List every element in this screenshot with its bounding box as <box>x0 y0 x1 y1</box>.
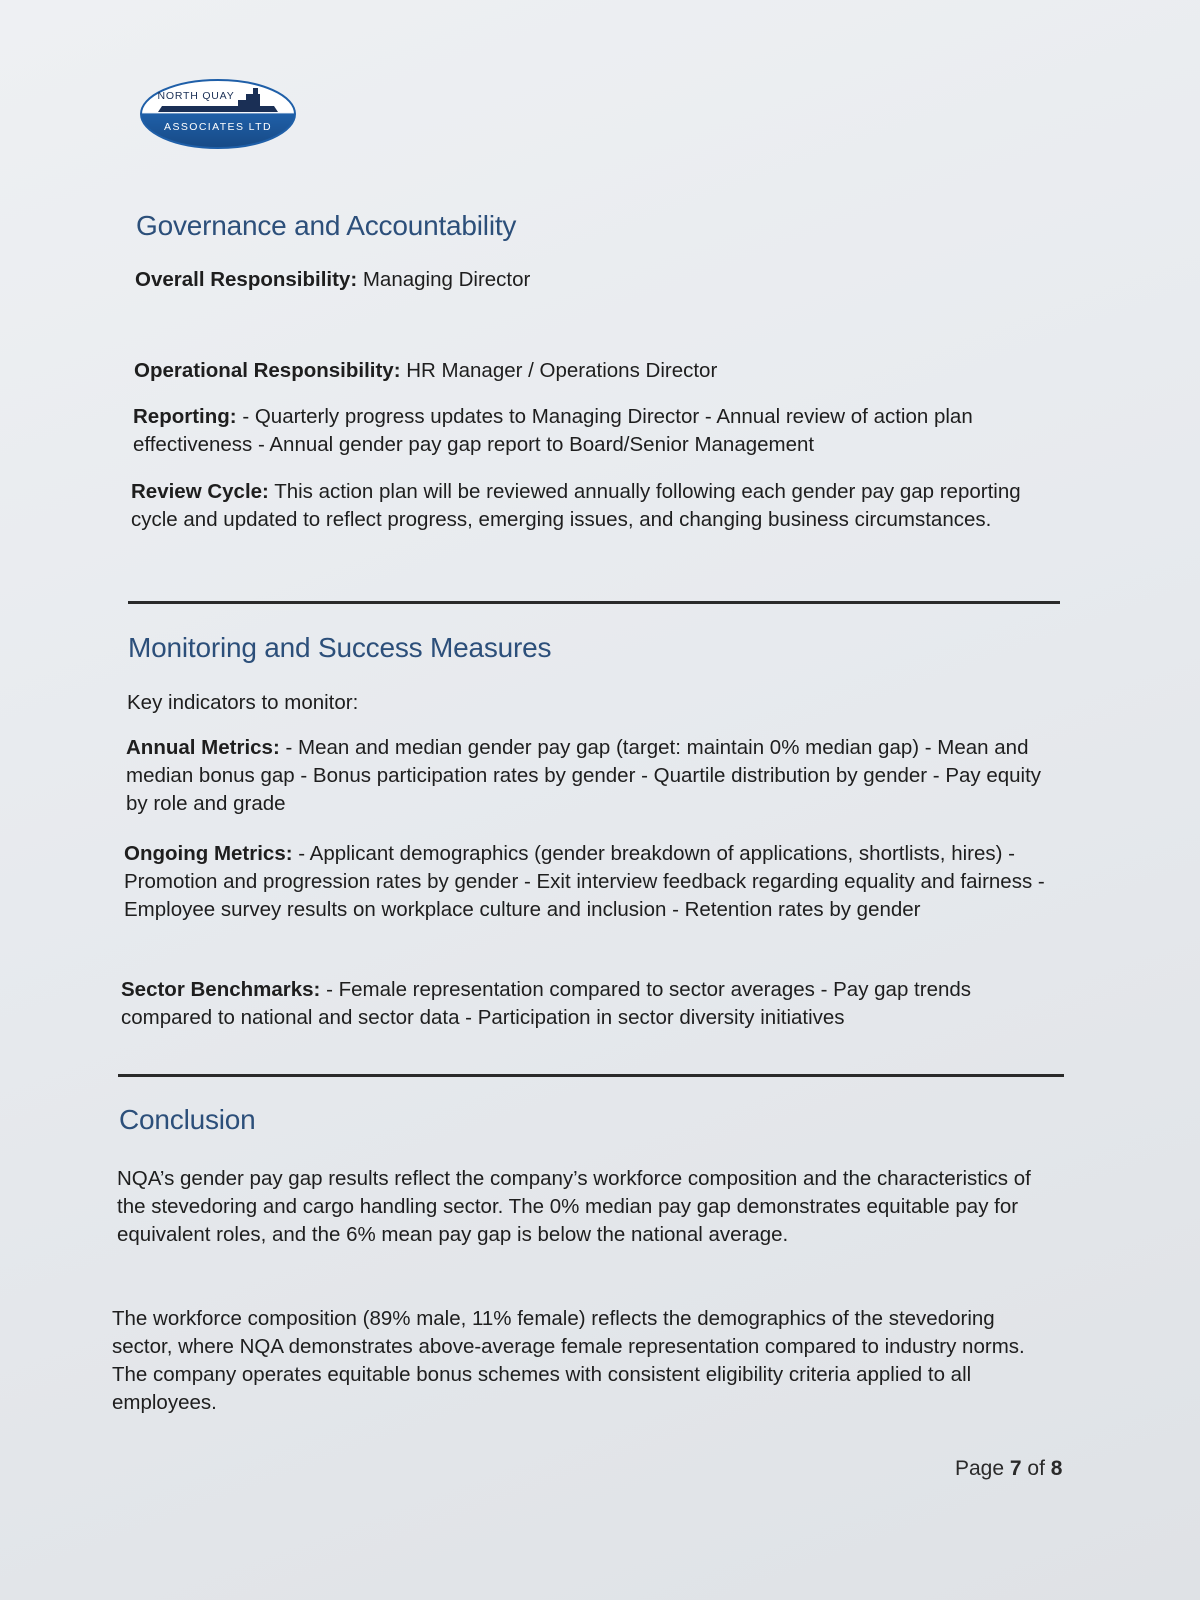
ongoing-value: - Applicant demographics (gender breakdown of applications, shortlists, hires) - Promotion and progression rates by gender - Exit interview feedback regarding equality and fairness - Employee survey results on workplace culture and inclusion - Retention rates by gender <box>124 842 1045 921</box>
sector-label: Sector Benchmarks: <box>121 978 321 1001</box>
section-divider-2 <box>118 1074 1064 1077</box>
reporting-label: Reporting: <box>133 405 237 428</box>
overall-value: Managing Director <box>357 268 531 291</box>
page-word: Page <box>955 1457 1010 1480</box>
page-total: 8 <box>1050 1457 1063 1480</box>
page-of: of <box>1021 1457 1051 1480</box>
ongoing-label: Ongoing Metrics: <box>124 842 293 865</box>
operational-responsibility <box>134 357 1034 385</box>
governance-heading: Governance and Accountability <box>136 210 517 241</box>
conclusion-paragraph-1: NQA’s gender pay gap results reflect the company’s workforce composition and the characteristics of the stevedoring and cargo handling sector. The 0% median pay gap demonstrates equitable pay for equivalent roles, and the 6% mean pay gap is below the national average. <box>117 1167 1031 1246</box>
reporting-paragraph <box>133 403 1033 459</box>
operational-label: Operational Responsibility: <box>134 359 401 382</box>
logo-graphic <box>138 76 298 152</box>
sector-value: - Female representation compared to sector averages - Pay gap trends compared to national and sector data - Participation in sector diversity initiatives <box>121 978 972 1029</box>
company-logo <box>138 76 298 152</box>
conclusion-heading: Conclusion <box>119 1104 256 1135</box>
review-cycle-paragraph <box>131 478 1041 534</box>
conclusion-paragraph-2: The workforce composition (89% male, 11% female) reflects the demographics of the stevedoring sector, where NQA demonstrates above-average female representation compared to industry norms. The company operates equitable bonus schemes with consistent eligibility criteria applied to all employees. <box>112 1307 1025 1414</box>
reporting-value: - Quarterly progress updates to Managing Director - Annual review of action plan effectiveness - Annual gender pay gap report to Board/Senior Management <box>133 405 973 456</box>
page-number <box>955 1457 1062 1481</box>
monitoring-intro: Key indicators to monitor: <box>127 691 359 714</box>
annual-value: - Mean and median gender pay gap (target: maintain 0% median gap) - Mean and median bonus gap - Bonus participation rates by gender - Quartile distribution by gender - Pay equity by role and grade <box>126 736 1042 815</box>
sector-benchmarks-paragraph <box>121 976 1066 1032</box>
overall-label: Overall Responsibility: <box>135 268 358 291</box>
ongoing-metrics-paragraph <box>124 840 1064 924</box>
operational-value: HR Manager / Operations Director <box>400 359 718 382</box>
section-divider-1 <box>128 601 1060 604</box>
overall-responsibility <box>135 266 1035 294</box>
annual-metrics-paragraph <box>126 734 1051 818</box>
annual-label: Annual Metrics: <box>126 736 280 759</box>
review-label: Review Cycle: <box>131 480 269 503</box>
monitoring-heading: Monitoring and Success Measures <box>128 632 552 663</box>
page-current: 7 <box>1009 1457 1022 1480</box>
logo-bottom-text: ASSOCIATES LTD <box>164 121 272 133</box>
logo-top-text: NORTH QUAY <box>157 90 235 102</box>
review-value: This action plan will be reviewed annually following each gender pay gap reporting cycle and updated to reflect progress, emerging issues, and changing business circumstances. <box>131 480 1021 531</box>
